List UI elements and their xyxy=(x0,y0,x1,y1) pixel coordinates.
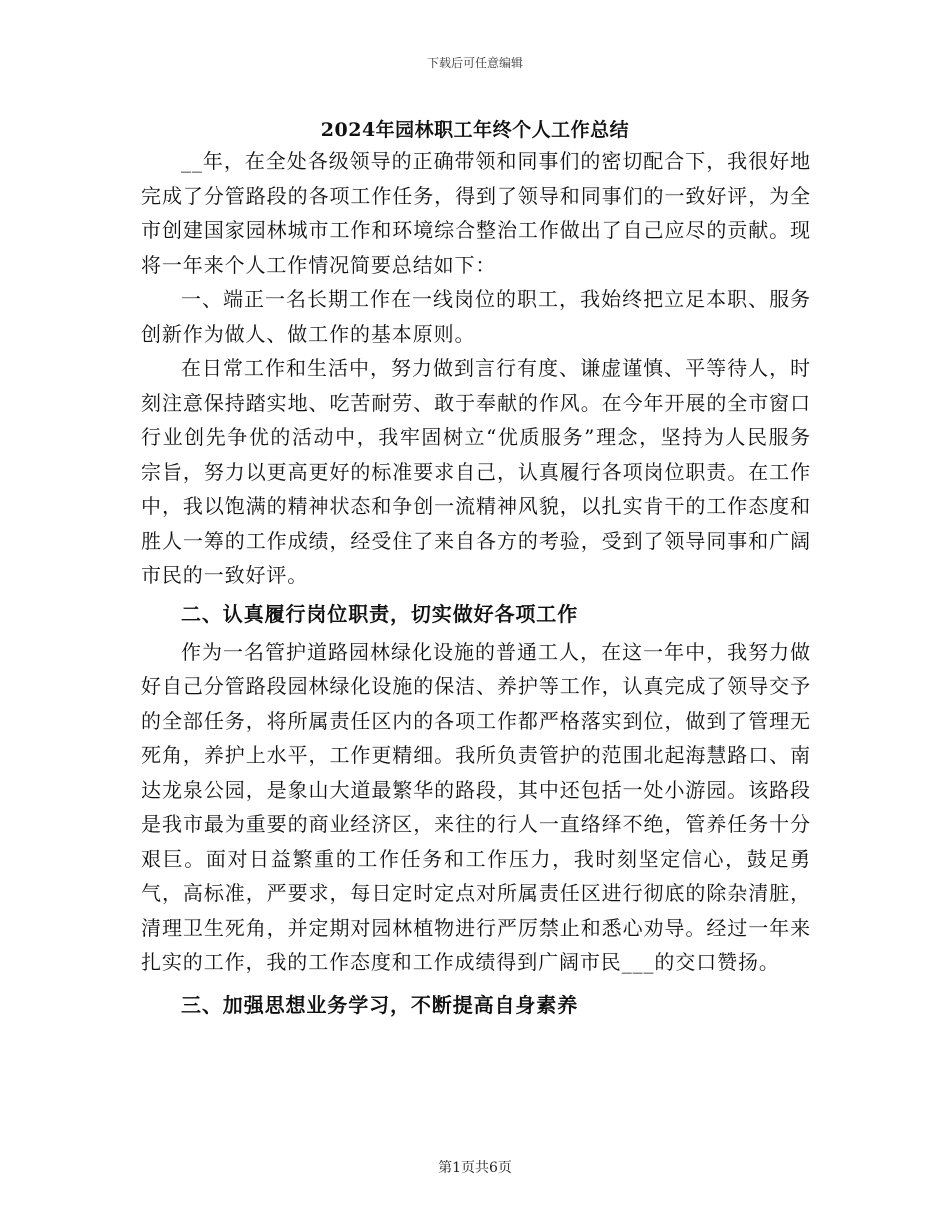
page-footer: 第1页共6页 xyxy=(438,1160,512,1176)
section-one-body-paragraph: 在日常工作和生活中，努力做到言行有度、谦虚谨慎、平等待人，时刻注意保持踏实地、吃苦耐劳、敢于奉献的作风。在今年开展的全市窗口行业创先争优的活动中，我牢固树立“优质服务”理念，坚持为人民服务宗旨，努力以更高更好的标准要求自己，认真履行各项岗位职责。在工作中，我以饱满的精神状态和争创一流精神风貌，以扎实肯干的工作态度和胜人一筹的工作成绩，经受住了来自各方的考验，受到了领导同事和广阔市民的一致好评。 xyxy=(141,356,811,587)
section-three-heading: 三、加强思想业务学习，不断提高自身素养 xyxy=(181,992,579,1017)
section-one-paragraph: 一、端正一名长期工作在一线岗位的职工，我始终把立足本职、服务创新作为做人、做工作的基本原则。 xyxy=(141,287,811,346)
document-body xyxy=(141,144,811,1026)
document-title: 2024年园林职工年终个人工作总结 xyxy=(320,119,630,141)
section-two-heading: 二、认真履行岗位职责，切实做好各项工作 xyxy=(181,601,579,626)
intro-paragraph: __年，在全处各级领导的正确带领和同事们的密切配合下，我很好地完成了分管路段的各项工作任务，得到了领导和同事们的一致好评，为全市创建国家园林城市工作和环境综合整治工作做出了自己应尽的贡献。现将一年来个人工作情况简要总结如下： xyxy=(141,149,811,277)
section-two-body-paragraph: 作为一名管护道路园林绿化设施的普通工人，在这一年中，我努力做好自己分管路段园林绿化设施的保洁、养护等工作，认真完成了领导交予的全部任务，将所属责任区内的各项工作都严格落实到位，做到了管理无死角，养护上水平，工作更精细。我所负责管护的范围北起海慧路口、南达龙泉公园，是象山大道最繁华的路段，其中还包括一处小游园。该路段是我市最为重要的商业经济区，来往的行人一直络绎不绝，管养任务十分艰巨。面对日益繁重的工作任务和工作压力，我时刻坚定信心，鼓足勇气，高标准，严要求，每日定时定点对所属责任区进行彻底的除杂清脏，清理卫生死角，并定期对园林植物进行严厉禁止和悉心劝导。经过一年来扎实的工作，我的工作态度和工作成绩得到广阔市民___的交口赞扬。 xyxy=(141,639,811,974)
header-note: 下载后可任意编辑 xyxy=(426,56,523,70)
